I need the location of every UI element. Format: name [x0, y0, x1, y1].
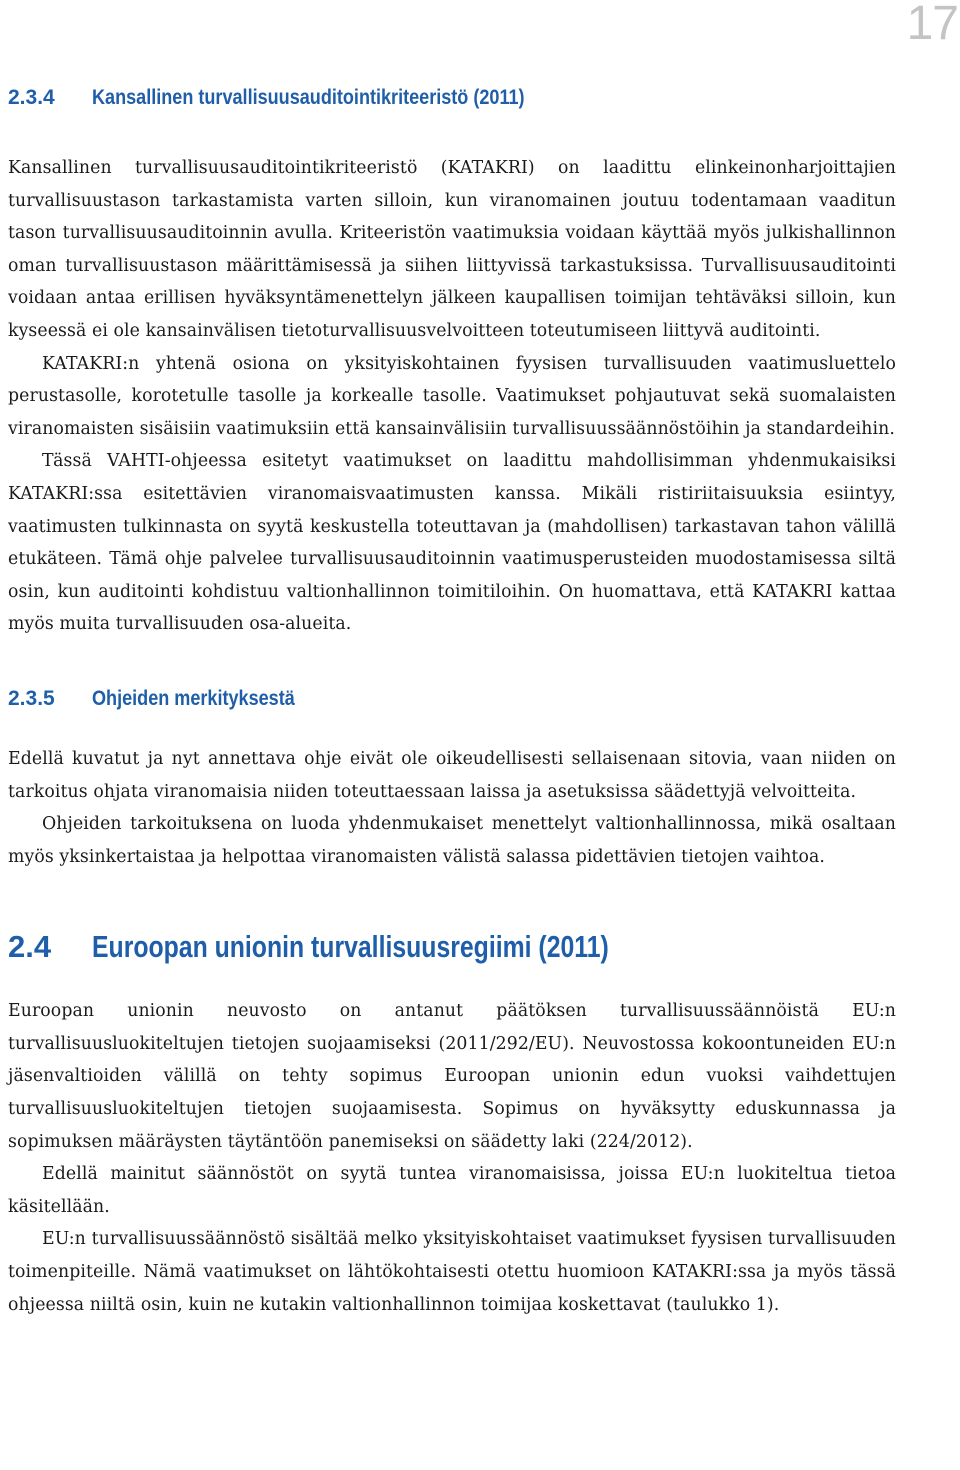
paragraph: Ohjeiden tarkoituksena on luoda yhdenmukaiset menettelyt valtionhallinnossa, mikä osaltaan myös yksinkertaistaa ja helpottaa viranomaisten välistä salassa pidettävien tietojen vaihtoa. — [8, 814, 896, 867]
paragraph: Tässä VAHTI-ohjeessa esitetyt vaatimukset on laadittu mahdollisimman yhdenmukaisiksi KATAKRI:ssa esitettävien viranomaisvaatimusten kanssa. Mikäli ristiriitaisuuksia esiintyy, vaatimusten tulkinnasta on syytä keskustella toteuttavan ja (mahdollisen) tarkastavan tahon välillä etukäteen. Tämä ohje palvelee turvallisuusauditoinnin vaatimusperusteiden muodostamisessa siltä osin, kun auditointi kohdistuu valtionhallinnon toimitiloihin. On huomattava, että KATAKRI kattaa myös muita turvallisuuden osa-alueita. — [8, 451, 896, 635]
section-heading-2-4 — [8, 927, 896, 967]
section-number: 2.3.5 — [8, 686, 55, 710]
section-body-2-3-5 — [8, 743, 896, 873]
section-body-2-4 — [8, 995, 896, 1321]
paragraph: EU:n turvallisuussäännöstö sisältää melko yksityiskohtaiset vaatimukset fyysisen turvallisuuden toimenpiteille. Nämä vaatimukset on lähtökohtaisesti otettu huomioon KATAKRI:ssa ja myös tässä ohjeessa niiltä osin, kuin ne kutakin valtionhallinnon toimijaa koskettavat (taulukko 1). — [8, 1229, 896, 1315]
paragraph: Edellä mainitut säännöstöt on syytä tuntea viranomaisissa, joissa EU:n luokiteltua tietoa käsitellään. — [8, 1164, 896, 1217]
section-title: Euroopan unionin turvallisuusregiimi (2011) — [92, 929, 609, 965]
section-number: 2.4 — [8, 929, 52, 965]
section-body-2-3-4 — [8, 152, 896, 641]
paragraph: Euroopan unionin neuvosto on antanut päätöksen turvallisuussäännöistä EU:n turvallisuusluokiteltujen tietojen suojaamiseksi (2011/292/EU). Neuvostossa kokoontuneiden EU:n jäsenvaltioiden välillä on tehty sopimus Euroopan unionin edun vuoksi vaihdettujen turvallisuusluokiteltujen tietojen suojaamisesta. Sopimus on hyväksytty eduskunnassa ja sopimuksen määräysten täytäntöön panemiseksi on säädetty laki (224/2012). — [8, 1001, 896, 1152]
section-title: Ohjeiden merkityksestä — [92, 686, 295, 710]
section-heading-2-3-5 — [8, 685, 896, 713]
paragraph: Kansallinen turvallisuusauditointikriteeristö (KATAKRI) on laadittu elinkeinonharjoittajien turvallisuustason tarkastamista varten silloin, kun viranomainen joutuu todentamaan vaaditun tason turvallisuusauditoinnin avulla. Kriteeristön vaatimuksia voidaan käyttää myös julkishallinnon oman turvallisuustason määrittämisessä ja siihen liittyvissä tarkastuksissa. Turvallisuusauditointi voidaan antaa erillisen hyväksyntämenettelyn jälkeen kaupallisen toimijan tehtäväksi silloin, kun kyseessä ei ole kansainvälisen tietoturvallisuusvelvoitteen toteutumiseen liittyvä auditointi. — [8, 158, 896, 341]
paragraph: Edellä kuvatut ja nyt annettava ohje eivät ole oikeudellisesti sellaisenaan sitovia, vaan niiden on tarkoitus ohjata viranomaisia niiden toteuttaessaan laissa ja asetuksissa säädettyjä velvoitteita. — [8, 748, 896, 802]
section-heading-2-3-4 — [8, 84, 896, 112]
page-number: 17 — [906, 0, 958, 50]
section-number: 2.3.4 — [8, 86, 55, 109]
paragraph: KATAKRI:n yhtenä osiona on yksityiskohtainen fyysisen turvallisuuden vaatimusluettelo perustasolle, korotetulle tasolle ja korkealle tasolle. Vaatimukset pohjautuvat sekä suomalaisten viranomaisten sisäisiin vaatimuksiin että kansainvälisiin turvallisuussäännöstöihin ja standardeihin. — [8, 353, 896, 439]
section-title: Kansallinen turvallisuusauditointikriteeristö (2011) — [92, 86, 525, 109]
page-content — [8, 84, 896, 1321]
